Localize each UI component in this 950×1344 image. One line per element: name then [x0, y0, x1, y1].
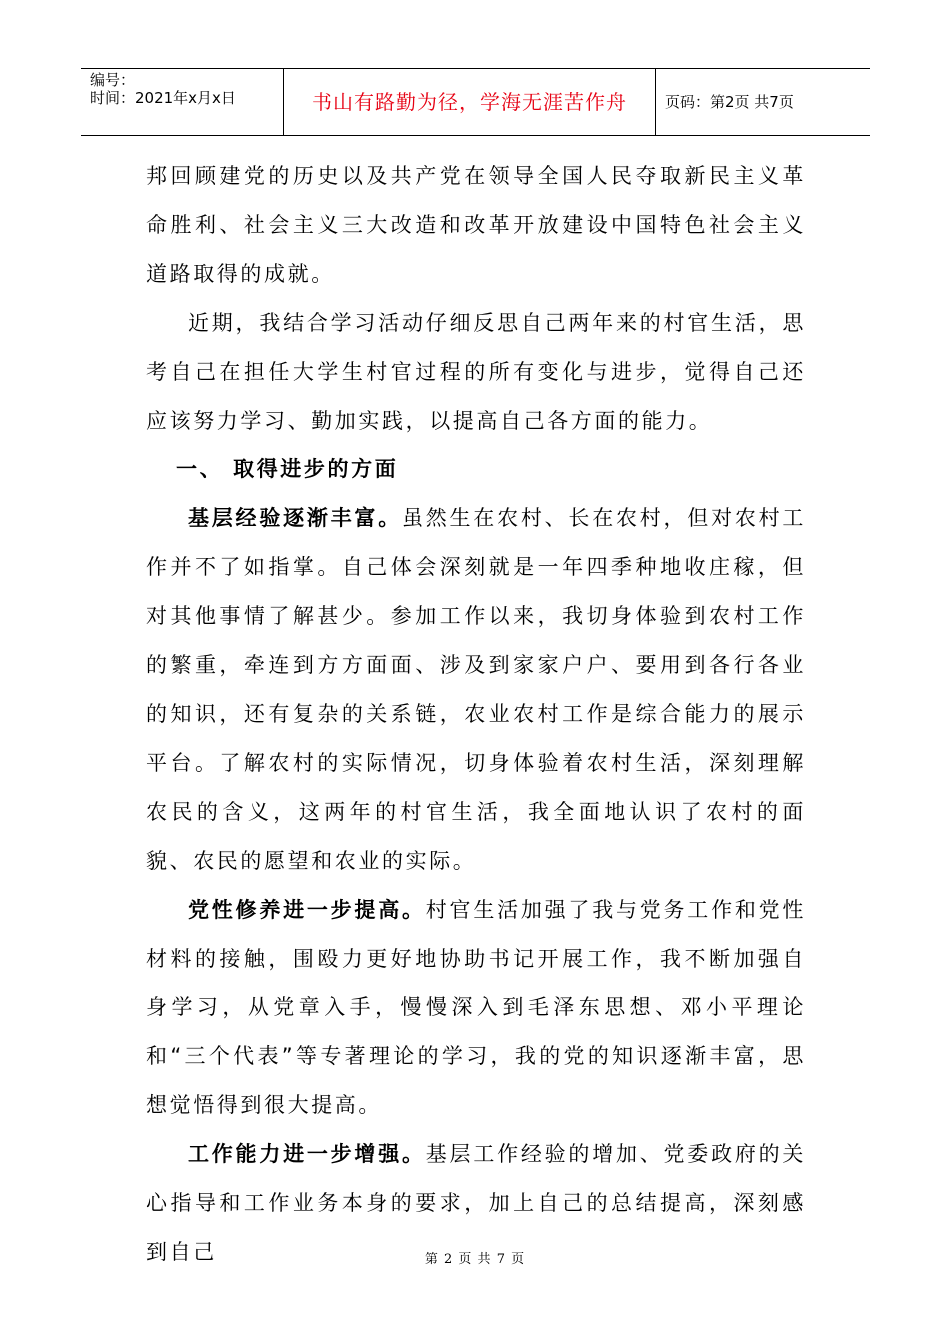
header-motto: 书山有路勤为径，学海无涯苦作舟: [284, 69, 656, 135]
header-number-label: 编号：: [90, 71, 136, 89]
paragraph-2: 近期，我结合学习活动仔细反思自己两年来的村官生活，思考自己在担任大学生村官过程的所有变化与进步，觉得自己还应该努力学习、勤加实践，以提高自己各方面的能力。: [146, 310, 806, 433]
paragraph-4-text: 村官生活加强了我与党务工作和党性材料的接触，围殴力更好地协助书记开展工作，我不断加强自身学习，从党章入手，慢慢深入到毛泽东思想、邓小平理论和“三个代表”等专著理论的学习，我的党的知识逐渐丰富，思想觉悟得到很大提高。: [146, 897, 806, 1118]
header-time-label: 时间：2021年x月x日: [90, 89, 236, 107]
section-heading-1: 一、 取得进步的方面: [176, 457, 399, 482]
paragraph-5-text: 基层工作经验的增加、党委政府的关心指导和工作业务本身的要求，加上自己的总结提高，深刻感到自己: [146, 1142, 806, 1264]
page-footer: 第 2 页 共 7 页: [424, 1252, 526, 1267]
paragraph-1: 邦回顾建党的历史以及共产党在领导全国人民夺取新民主义革命胜利、社会主义三大改造和改革开放建设中国特色社会主义道路取得的成就。: [146, 164, 806, 286]
header-page-info: 页码：第2页 共7页: [665, 93, 794, 111]
document-header: [81, 68, 870, 136]
paragraph-5-lead: 工作能力进一步增强。: [188, 1142, 426, 1167]
paragraph-3: [146, 494, 806, 885]
paragraph-4: [146, 886, 806, 1131]
paragraph-3-text: 虽然生在农村、长在农村，但对农村工作并不了如指掌。自己体会深刻就是一年四季种地收庄稼，但对其他事情了解甚少。参加工作以来，我切身体验到农村工作的繁重，牵连到方方面面、涉及到家家户户、要用到各行各业的知识，还有复杂的关系链，农业农村工作是综合能力的展示平台。了解农村的实际情况，切身体验着农村生活，深刻理解农民的含义，这两年的村官生活，我全面地认识了农村的面貌、农民的愿望和农业的实际。: [146, 506, 806, 873]
header-meta: [81, 69, 284, 135]
paragraph-3-lead: 基层经验逐渐丰富。: [188, 506, 402, 531]
document-body: [146, 152, 806, 1277]
paragraph-4-lead: 党性修养进一步提高。: [188, 897, 426, 922]
